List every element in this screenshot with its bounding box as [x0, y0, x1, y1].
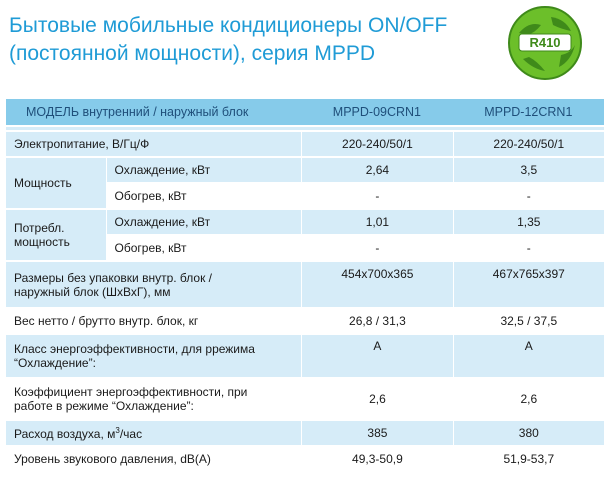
row-sublabel: Обогрев, кВт [106, 184, 302, 208]
row-value-1: A [301, 335, 452, 377]
row-value-2: 220-240/50/1 [453, 132, 604, 156]
row-value-2: 2,6 [453, 379, 604, 419]
row-value-2: 32,5 / 37,5 [453, 309, 604, 333]
header-model-2: MPPD-12CRN1 [453, 99, 604, 125]
header-model-label: МОДЕЛЬ внутренний / наружный блок [6, 99, 301, 125]
header-model-1: MPPD-09CRN1 [301, 99, 452, 125]
row-label-line-2: наружный блок (ШхВхГ), мм [14, 284, 171, 299]
table-row-airflow [6, 421, 604, 445]
group-label-consumption [6, 210, 106, 260]
title-line-2: (постоянной мощности), серия MPPD [9, 42, 376, 65]
row-label-line-2: “Охлаждение”: [14, 356, 96, 370]
row-label: Электропитание, В/Гц/Ф [6, 132, 301, 156]
title-line-1: Бытовые мобильные кондиционеры ON/OFF [9, 14, 448, 37]
table-row-weight [6, 309, 604, 333]
row-label-text: Расход воздуха, м [14, 426, 116, 441]
row-label-line-1: Класс энергоэффективности, для ррежима [14, 342, 255, 356]
group-label-line-1: Потребл. [14, 221, 65, 235]
table-row-noise [6, 447, 604, 471]
row-value-2: 467x765x397 [453, 262, 604, 307]
row-value-2: 380 [453, 421, 604, 445]
table-row-dimensions [6, 262, 604, 307]
row-value-1: 26,8 / 31,3 [301, 309, 452, 333]
table-row-energy-class [6, 335, 604, 377]
row-label [6, 335, 301, 377]
row-value-1: 2,64 [301, 158, 452, 182]
row-label: Вес нетто / брутто внутр. блок, кг [6, 309, 301, 333]
row-value-1: - [301, 236, 452, 260]
row-label [6, 262, 301, 307]
row-value-2: - [453, 184, 604, 208]
row-label-line-1: Размеры без упаковки внутр. блок / [14, 270, 212, 285]
row-value-2: 3,5 [453, 158, 604, 182]
row-value-1: - [301, 184, 452, 208]
spec-table [6, 97, 604, 473]
row-value-1: 385 [301, 421, 452, 445]
group-label-capacity: Мощность [6, 158, 106, 208]
row-value-1: 2,6 [301, 379, 452, 419]
badge-label: R410 [529, 35, 561, 50]
row-value-1: 49,3-50,9 [301, 447, 452, 471]
row-value-1: 1,01 [301, 210, 452, 234]
row-value-1: 454x700x365 [301, 262, 452, 307]
row-label-superscript: 3 [115, 425, 120, 435]
row-label-line-1: Коэффициент энергоэффективности, при [14, 385, 248, 399]
row-value-2: 1,35 [453, 210, 604, 234]
row-value-2: A [453, 335, 604, 377]
table-header [6, 99, 604, 125]
row-sublabel: Охлаждение, кВт [106, 158, 302, 182]
table-row-power [6, 132, 604, 156]
row-value-1: 220-240/50/1 [301, 132, 452, 156]
page-title [9, 12, 509, 68]
row-sublabel: Обогрев, кВт [106, 236, 302, 260]
row-label-line-2: работе в режиме “Охлаждение”: [14, 399, 194, 413]
row-value-2: - [453, 236, 604, 260]
r410-globe-icon [505, 3, 585, 83]
row-sublabel: Охлаждение, кВт [106, 210, 302, 234]
row-value-2: 51,9-53,7 [453, 447, 604, 471]
row-label: Уровень звукового давления, dB(A) [6, 447, 301, 471]
table-row-capacity-cooling [6, 158, 604, 182]
table-row-consumption-cooling [6, 210, 604, 234]
group-label-line-2: мощность [14, 235, 70, 249]
row-label-suffix: /час [119, 426, 143, 441]
row-label [6, 379, 301, 419]
table-row-eer [6, 379, 604, 419]
row-label [6, 421, 301, 445]
